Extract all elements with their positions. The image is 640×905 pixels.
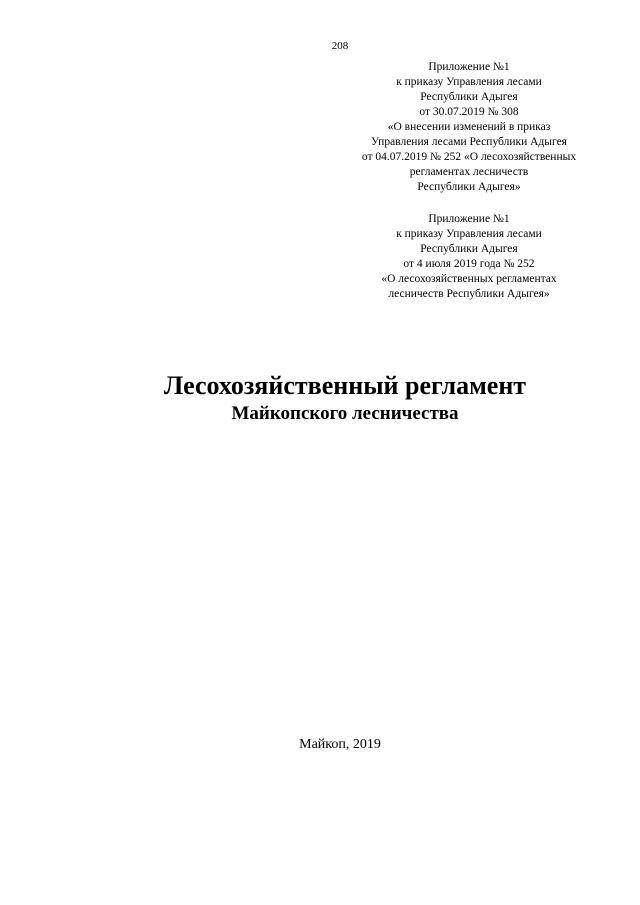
appendix-line: от 4 июля 2019 года № 252 (403, 258, 535, 270)
appendix-block-amendment (338, 60, 600, 195)
appendix-line: Республики Адыгея (420, 91, 518, 103)
title-main: Лесохозяйственный регламент (163, 371, 527, 400)
appendix-line: к приказу Управления лесами (396, 228, 542, 240)
appendix-block-original (338, 212, 600, 302)
appendix-line: Приложение №1 (428, 213, 510, 225)
appendix-line: «О внесении изменений в приказ (387, 121, 551, 133)
appendix-line: Управления лесами Республики Адыгея (371, 136, 567, 148)
appendix-line: лесничеств Республики Адыгея» (388, 288, 550, 300)
page-number: 208 (331, 40, 349, 52)
place-and-year: Майкоп, 2019 (299, 737, 381, 752)
title-subtitle: Майкопского лесничества (231, 403, 459, 424)
appendix-line: Республики Адыгея» (417, 181, 521, 193)
appendix-line: к приказу Управления лесами (396, 76, 542, 88)
appendix-line: от 30.07.2019 № 308 (419, 106, 519, 118)
appendix-line: Приложение №1 (428, 61, 510, 73)
document-title (0, 370, 640, 426)
appendix-line: «О лесохозяйственных регламентах (381, 273, 557, 285)
appendix-line: Республики Адыгея (420, 243, 518, 255)
appendix-line: от 04.07.2019 № 252 «О лесохозяйственных (361, 151, 577, 163)
appendix-line: регламентах лесничеств (409, 166, 529, 178)
